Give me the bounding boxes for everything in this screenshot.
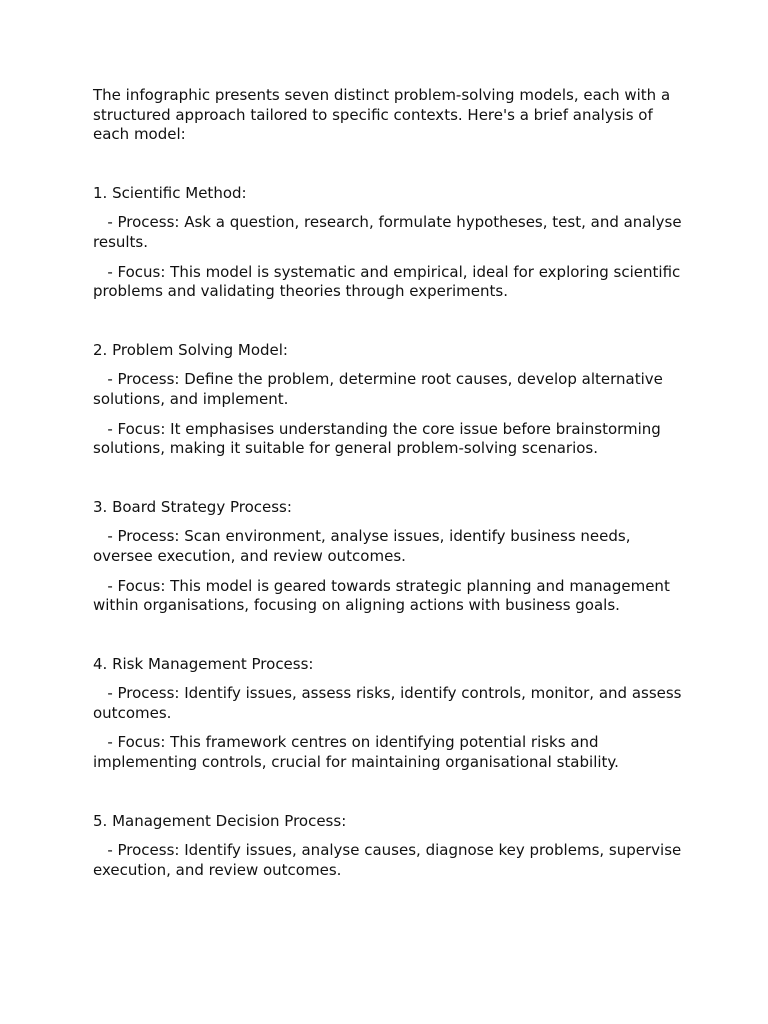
process-paragraph: - Process: Identify issues, analyse causes, diagnose key problems, supervise execution, and review outcomes. (93, 841, 687, 879)
section-heading: 1. Scientific Method: (93, 183, 247, 202)
section-scientific-method (93, 183, 687, 302)
focus-paragraph: - Focus: This model is geared towards strategic planning and management within organisations, focusing on aligning actions with business goals. (93, 576, 675, 615)
section-problem-solving-model (93, 341, 683, 459)
section-heading: 2. Problem Solving Model: (93, 340, 288, 359)
document-page (93, 86, 687, 919)
section-heading: 3. Board Strategy Process: (93, 497, 292, 516)
process-paragraph: - Process: Identify issues, assess risks, identify controls, monitor, and assess outcomes. (93, 684, 687, 722)
section-board-strategy-process (93, 498, 683, 616)
section-risk-management-process (93, 654, 687, 773)
focus-paragraph: - Focus: This framework centres on identifying potential risks and implementing controls, crucial for maintaining organisational stability. (93, 733, 619, 772)
process-paragraph: - Process: Define the problem, determine root causes, develop alternative solutions, and implement. (93, 370, 668, 408)
process-paragraph: - Process: Scan environment, analyse issues, identify business needs, oversee execution, and review outcomes. (93, 527, 636, 565)
focus-paragraph: - Focus: This model is systematic and empirical, ideal for exploring scientific problems and validating theories through experiments. (93, 262, 686, 301)
section-management-decision-process (93, 811, 687, 881)
intro-paragraph: The infographic presents seven distinct problem-solving models, each with a structured approach tailored to specific contexts. Here's a brief analysis of each model: (93, 86, 671, 144)
section-heading: 4. Risk Management Process: (93, 654, 314, 673)
section-heading: 5. Management Decision Process: (93, 811, 347, 830)
focus-paragraph: - Focus: It emphasises understanding the core issue before brainstorming solutions, making it suitable for general problem-solving scenarios. (93, 419, 666, 458)
process-paragraph: - Process: Ask a question, research, formulate hypotheses, test, and analyse results. (93, 213, 687, 251)
